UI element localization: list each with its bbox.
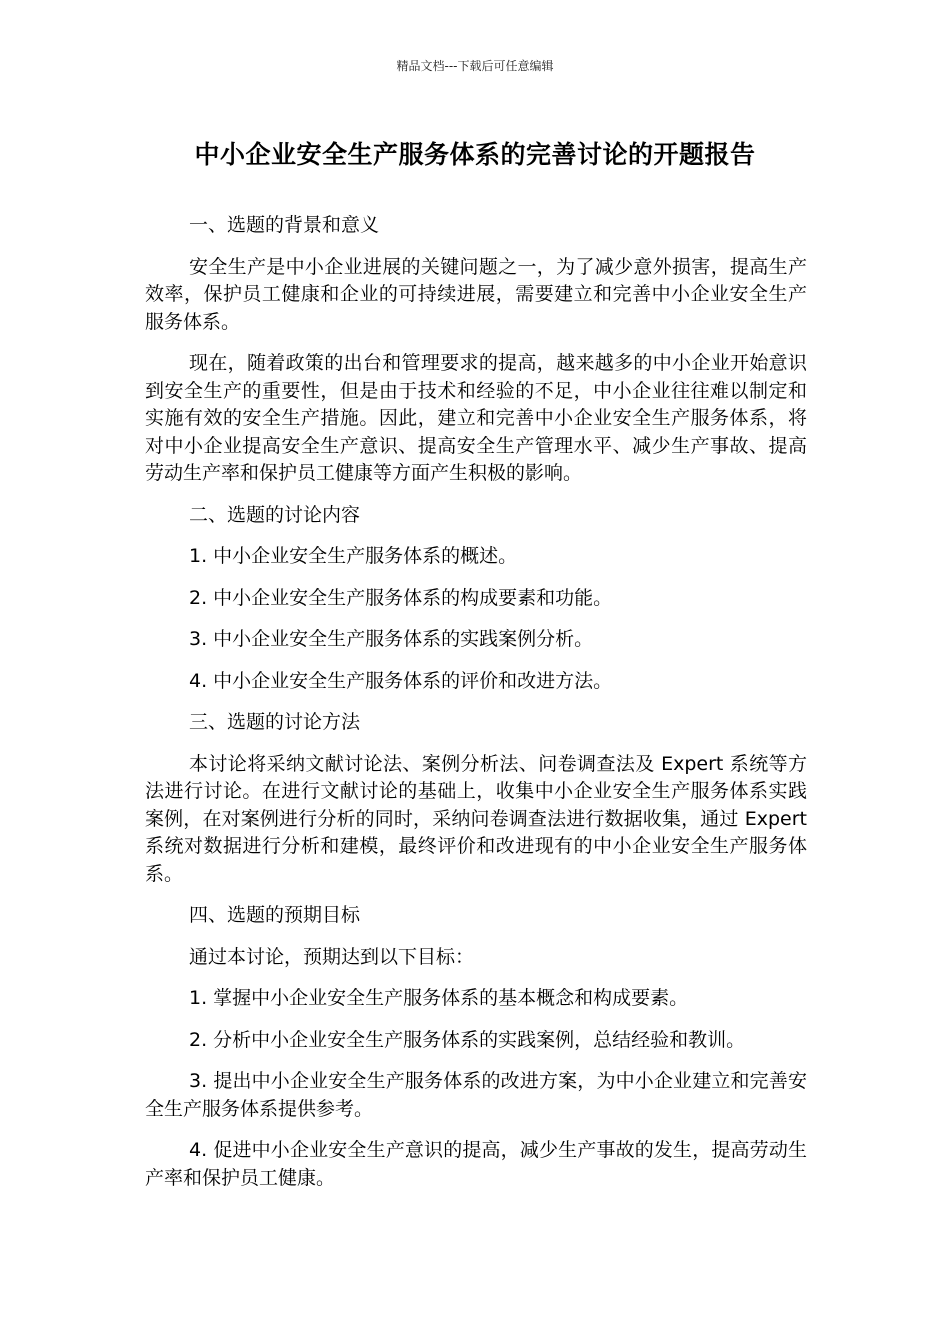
content-item-4: 4. 中小企业安全生产服务体系的评价和改进方法。	[189, 669, 613, 692]
goals-intro: 通过本讨论，预期达到以下目标：	[189, 945, 475, 968]
goal-item-1: 1. 掌握中小企业安全生产服务体系的基本概念和构成要素。	[189, 987, 689, 1009]
goal-item-2: 2. 分析中小企业安全生产服务体系的实践案例，总结经验和教训。	[189, 1028, 746, 1051]
section-heading-background: 一、选题的背景和意义	[189, 214, 380, 236]
section-heading-goals: 四、选题的预期目标	[189, 904, 361, 926]
section-heading-method: 三、选题的讨论方法	[189, 711, 361, 733]
content-item-1: 1. 中小企业安全生产服务体系的概述。	[189, 545, 518, 567]
goal-item-3: 3. 提出中小企业安全生产服务体系的改进方案，为中小企业建立和完善安全生产服务体系提供参考。	[145, 1070, 807, 1120]
document-title: 中小企业安全生产服务体系的完善讨论的开题报告	[194, 140, 756, 169]
paragraph-background-2: 现在，随着政策的出台和管理要求的提高，越来越多的中小企业开始意识到安全生产的重要性，但是由于技术和经验的不足，中小企业往往难以制定和实施有效的安全生产措施。因此，建立和完善中小企业安全生产服务体系，将对中小企业提高安全生产意识、提高安全生产管理水平、减少生产事故、提高劳动生产率和保护员工健康等方面产生积极的影响。	[145, 352, 807, 484]
goal-item-4: 4. 促进中小企业安全生产意识的提高，减少生产事故的发生，提高劳动生产率和保护员工健康。	[145, 1139, 807, 1189]
content-item-2: 2. 中小企业安全生产服务体系的构成要素和功能。	[189, 586, 613, 609]
content-item-3: 3. 中小企业安全生产服务体系的实践案例分析。	[189, 628, 594, 650]
paragraph-background-1: 安全生产是中小企业进展的关键问题之一，为了减少意外损害，提高生产效率，保护员工健康和企业的可持续进展，需要建立和完善中小企业安全生产服务体系。	[145, 255, 807, 333]
document-body	[145, 212, 807, 1206]
paragraph-method: 本讨论将采纳文献讨论法、案例分析法、问卷调查法及 Expert 系统等方法进行讨论。在进行文献讨论的基础上，收集中小企业安全生产服务体系实践案例，在对案例进行分析的同时，采纳问卷调查法进行数据收集，通过 Expert 系统对数据进行分析和建模，最终评价和改进现有的中小企业安全生产服务体系。	[145, 752, 807, 885]
header-note: 精品文档---下载后可任意编辑	[396, 59, 554, 73]
section-heading-content: 二、选题的讨论内容	[189, 503, 361, 526]
